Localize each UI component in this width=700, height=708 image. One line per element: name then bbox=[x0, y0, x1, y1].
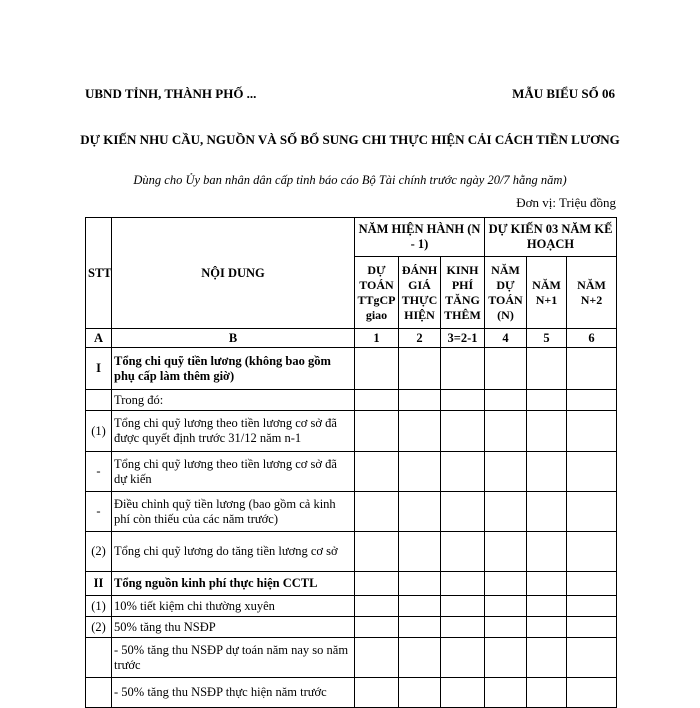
table-row bbox=[86, 572, 617, 596]
row-content: Tổng nguồn kinh phí thực hiện CCTL bbox=[112, 572, 355, 596]
row-stt: II bbox=[86, 572, 112, 596]
value-cell bbox=[485, 492, 527, 532]
table-row bbox=[86, 532, 617, 572]
value-cell bbox=[485, 572, 527, 596]
document-subtitle: Dùng cho Ủy ban nhân dân cấp tỉnh báo cáo Bộ Tài chính trước ngày 20/7 hằng năm) bbox=[133, 173, 567, 187]
value-cell bbox=[567, 596, 617, 617]
index-cell: 6 bbox=[567, 329, 617, 348]
table-row bbox=[86, 411, 617, 452]
value-cell bbox=[441, 617, 485, 638]
value-cell bbox=[441, 532, 485, 572]
header-sub-6: NĂM N+2 bbox=[567, 257, 617, 329]
value-cell bbox=[527, 452, 567, 492]
value-cell bbox=[527, 492, 567, 532]
value-cell bbox=[355, 617, 399, 638]
header-plan-years: DỰ KIẾN 03 NĂM KẾ HOẠCH bbox=[485, 218, 617, 257]
value-cell bbox=[441, 638, 485, 678]
value-cell bbox=[399, 411, 441, 452]
header-sub-4: NĂM DỰ TOÁN (N) bbox=[485, 257, 527, 329]
value-cell bbox=[399, 390, 441, 411]
value-cell bbox=[567, 638, 617, 678]
value-cell bbox=[355, 492, 399, 532]
row-content: - 50% tăng thu NSĐP thực hiện năm trước bbox=[112, 678, 355, 708]
table-row bbox=[86, 678, 617, 708]
row-stt: (1) bbox=[86, 411, 112, 452]
value-cell bbox=[527, 348, 567, 390]
index-cell: 4 bbox=[485, 329, 527, 348]
value-cell bbox=[441, 390, 485, 411]
row-stt: I bbox=[86, 348, 112, 390]
value-cell bbox=[441, 348, 485, 390]
value-cell bbox=[567, 390, 617, 411]
value-cell bbox=[485, 348, 527, 390]
value-cell bbox=[527, 678, 567, 708]
value-cell bbox=[355, 411, 399, 452]
value-cell bbox=[399, 617, 441, 638]
row-stt: - bbox=[86, 492, 112, 532]
unit-label: Đơn vị: Triệu đồng bbox=[516, 195, 616, 210]
value-cell bbox=[355, 678, 399, 708]
row-stt: - bbox=[86, 452, 112, 492]
table-row bbox=[86, 596, 617, 617]
row-content: 10% tiết kiệm chi thường xuyên bbox=[112, 596, 355, 617]
value-cell bbox=[527, 617, 567, 638]
value-cell bbox=[527, 638, 567, 678]
index-cell: B bbox=[112, 329, 355, 348]
row-content: Tổng chi quỹ lương theo tiền lương cơ sở đã dự kiến bbox=[112, 452, 355, 492]
row-content: Tổng chi quỹ tiền lương (không bao gồm phụ cấp làm thêm giờ) bbox=[112, 348, 355, 390]
value-cell bbox=[355, 348, 399, 390]
header-sub-5: NĂM N+1 bbox=[527, 257, 567, 329]
row-stt: (1) bbox=[86, 596, 112, 617]
row-stt bbox=[86, 390, 112, 411]
value-cell bbox=[485, 452, 527, 492]
header-sub-2: ĐÁNH GIÁ THỰC HIỆN bbox=[399, 257, 441, 329]
row-stt bbox=[86, 638, 112, 678]
row-stt bbox=[86, 678, 112, 708]
budget-table bbox=[85, 217, 617, 708]
header-sub-1: DỰ TOÁN TTgCP giao bbox=[355, 257, 399, 329]
row-content: - 50% tăng thu NSĐP dự toán năm nay so năm trước bbox=[112, 638, 355, 678]
value-cell bbox=[567, 411, 617, 452]
value-cell bbox=[567, 532, 617, 572]
value-cell bbox=[527, 411, 567, 452]
value-cell bbox=[485, 390, 527, 411]
header-current-year: NĂM HIỆN HÀNH (N - 1) bbox=[355, 218, 485, 257]
org-name: UBND TỈNH, THÀNH PHỐ ... bbox=[85, 86, 257, 101]
value-cell bbox=[485, 411, 527, 452]
value-cell bbox=[567, 348, 617, 390]
row-content: Trong đó: bbox=[112, 390, 355, 411]
value-cell bbox=[485, 596, 527, 617]
value-cell bbox=[355, 532, 399, 572]
value-cell bbox=[399, 638, 441, 678]
value-cell bbox=[441, 492, 485, 532]
value-cell bbox=[527, 390, 567, 411]
value-cell bbox=[527, 532, 567, 572]
value-cell bbox=[567, 452, 617, 492]
index-cell: 5 bbox=[527, 329, 567, 348]
index-cell: 3=2-1 bbox=[441, 329, 485, 348]
value-cell bbox=[527, 572, 567, 596]
table-row bbox=[86, 390, 617, 411]
row-content: 50% tăng thu NSĐP bbox=[112, 617, 355, 638]
value-cell bbox=[399, 452, 441, 492]
value-cell bbox=[567, 572, 617, 596]
index-cell: 1 bbox=[355, 329, 399, 348]
value-cell bbox=[399, 572, 441, 596]
value-cell bbox=[399, 532, 441, 572]
value-cell bbox=[567, 678, 617, 708]
value-cell bbox=[485, 678, 527, 708]
row-content: Tổng chi quỹ lương theo tiền lương cơ sở đã được quyết định trước 31/12 năm n-1 bbox=[112, 411, 355, 452]
index-cell: A bbox=[86, 329, 112, 348]
table-row bbox=[86, 348, 617, 390]
row-content: Điều chỉnh quỹ tiền lương (bao gồm cả kinh phí còn thiếu của các năm trước) bbox=[112, 492, 355, 532]
value-cell bbox=[355, 572, 399, 596]
value-cell bbox=[441, 452, 485, 492]
index-cell: 2 bbox=[399, 329, 441, 348]
value-cell bbox=[399, 678, 441, 708]
value-cell bbox=[399, 348, 441, 390]
row-content: Tổng chi quỹ lương do tăng tiền lương cơ sở bbox=[112, 532, 355, 572]
value-cell bbox=[485, 532, 527, 572]
value-cell bbox=[355, 452, 399, 492]
header-stt: STT bbox=[86, 218, 112, 329]
value-cell bbox=[527, 596, 567, 617]
header-sub-3: KINH PHÍ TĂNG THÊM bbox=[441, 257, 485, 329]
value-cell bbox=[355, 596, 399, 617]
value-cell bbox=[355, 638, 399, 678]
table-row bbox=[86, 492, 617, 532]
header-content: NỘI DUNG bbox=[112, 218, 355, 329]
table-row bbox=[86, 617, 617, 638]
value-cell bbox=[485, 638, 527, 678]
value-cell bbox=[441, 411, 485, 452]
value-cell bbox=[441, 678, 485, 708]
form-number: MẪU BIỂU SỐ 06 bbox=[512, 86, 615, 101]
document-title: DỰ KIẾN NHU CẦU, NGUỒN VÀ SỐ BỔ SUNG CHI THỰC HIỆN CẢI CÁCH TIỀN LƯƠNG bbox=[80, 132, 620, 147]
value-cell bbox=[441, 596, 485, 617]
value-cell bbox=[355, 390, 399, 411]
value-cell bbox=[485, 617, 527, 638]
row-stt: (2) bbox=[86, 532, 112, 572]
table-row bbox=[86, 638, 617, 678]
value-cell bbox=[567, 492, 617, 532]
value-cell bbox=[567, 617, 617, 638]
table-row bbox=[86, 452, 617, 492]
row-stt: (2) bbox=[86, 617, 112, 638]
value-cell bbox=[399, 492, 441, 532]
value-cell bbox=[399, 596, 441, 617]
value-cell bbox=[441, 572, 485, 596]
